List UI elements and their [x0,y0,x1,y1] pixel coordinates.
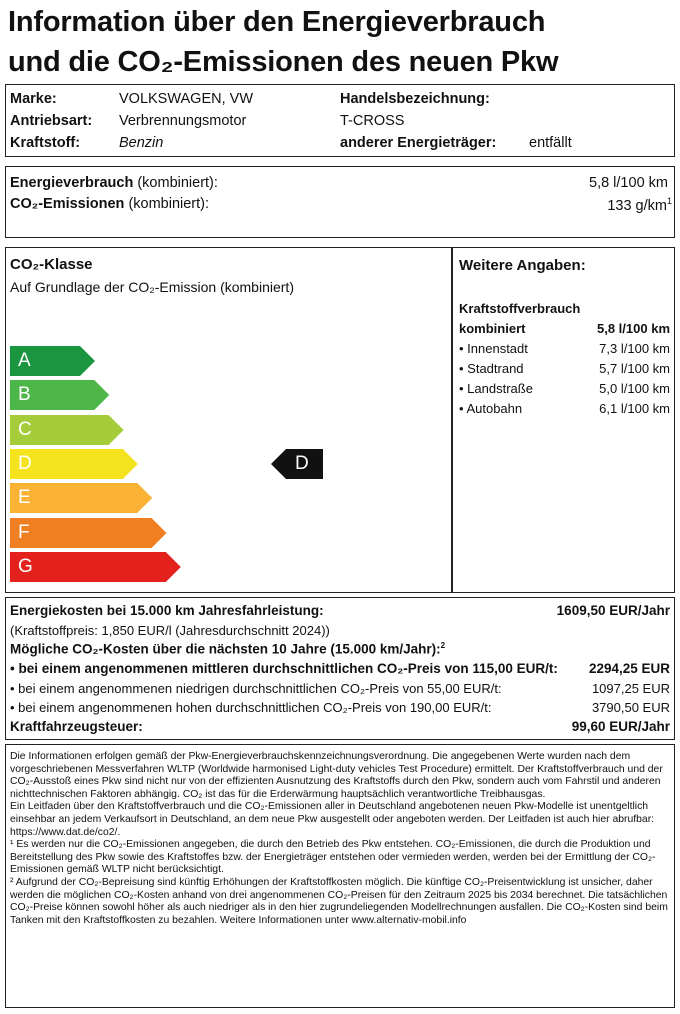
fuel-consumption-heading: Kraftstoffverbrauch [459,301,581,316]
handel-value: T-CROSS [340,113,405,129]
co2-class-bar-b [10,380,109,410]
co2-class-letter: G [18,555,33,577]
co2-class-letter: B [18,384,31,406]
co2-emissions-label: CO₂-Emissionen (kombiniert): [10,196,210,212]
fuel-price: (Kraftstoffpreis: 1,850 EUR/l (Jahresdurchschnitt 2024)) [10,623,330,638]
co2-class-letter: D [18,452,32,474]
energietraeger-label: anderer Energieträger: [340,135,497,151]
energy-costs-label: Energiekosten bei 15.000 km Jahresfahrleistung: [10,603,324,618]
co2-class-heading: CO₂-Klasse [10,256,93,273]
co2-class-bar-e [10,483,152,513]
consumption-item-value: 7,3 l/100 km [599,341,670,356]
note-paragraph-4: ² Aufgrund der CO₂-Bepreisung sind künftig Erhöhungen der Kraftstoffkosten möglich. Die künftige CO₂-Preisentwicklung ist unsicher, daher werden die möglichen CO₂-Kosten anhand von drei angenommenen CO₂-Preisen für den Zeitraum 2025 bis 2034 berechnet. Die tatsächlichen CO₂-Preise können sowohl höher als auch niedriger als in den hier zugrundeliegenden Modellrechnungen ausfallen. Die CO₂-Kosten sind beim Tanken mit den Kraftstoffkosten zu bezahlen. Weitere Informationen unter www.alternativ-mobil.info [10,876,668,926]
consumption-item-label: • Landstraße [459,381,533,396]
consumption-item-label: • Autobahn [459,401,523,416]
current-class-letter: D [295,452,309,474]
antrieb-value: Verbrennungsmotor [119,113,247,129]
co2-class-bar-a [10,346,95,376]
co2-cost-high-value: 3790,50 EUR [591,700,670,715]
antrieb-label: Antriebsart: [10,113,93,129]
co2-cost-high-label: • bei einem angenommenen hohen durchschnittlichen CO₂-Preis von 190,00 EUR/t: [10,700,492,715]
title-line-1: Information über den Energieverbrauch [8,6,546,38]
note-paragraph-3: ¹ Es werden nur die CO₂-Emissionen angegeben, die durch den Betrieb des Pkw entstehen. CO₂-Emissionen, die durch die Produktion und Bereitstellung des Pkw sowie des Kraftstoffes bzw. der Energieträger entstehen oder vermieden werden, werden bei der Ermittlung der CO₂-Emissionen gemäß WLTP nicht berücksichtigt. [10,839,656,876]
kraftstoff-label: Kraftstoff: [10,135,81,151]
page-title [8,2,672,82]
footnotes [10,751,670,927]
vehicle-tax-label: Kraftfahrzeugsteuer: [10,719,143,734]
energietraeger-value: entfällt [529,135,572,151]
handel-label: Handelsbezeichnung: [340,91,490,107]
co2-cost-mid-label: • bei einem angenommenen mittleren durchschnittlichen CO₂-Preis von 115,00 EUR/t: [10,661,558,676]
consumption-item-label: • Stadtrand [459,361,524,376]
co2-costs-label: Mögliche CO₂-Kosten über die nächsten 10 Jahre (15.000 km/Jahr):$^2$ [10,641,446,657]
consumption-item-label: • Innenstadt [459,341,528,356]
energy-costs-value: 1609,50 EUR/Jahr [556,603,670,618]
co2-cost-low-value: 1097,25 EUR [591,681,670,696]
co2-class-bar-f [10,518,167,548]
more-info-box [452,247,675,593]
kombiniert-value: 5,8 l/100 km [597,321,670,336]
co2-class-letter: E [18,487,31,509]
energy-consumption-value: 5,8 l/100 km [589,175,668,191]
consumption-item-value: 5,7 l/100 km [599,361,670,376]
co2-class-letter: C [18,418,32,440]
co2-class-letter: F [18,521,30,543]
co2-emissions-value: 133 $g/km^1$ [607,196,672,214]
marke-label: Marke: [10,91,57,107]
marke-value: VOLKSWAGEN, VW [119,91,254,107]
co2-cost-mid-value: 2294,25 EUR [588,661,670,676]
co2-class-letter: A [18,350,31,371]
note-paragraph-1: Die Informationen erfolgen gemäß der Pkw-Energieverbrauchskennzeichnungsverordnung. Die angegebenen Werte wurden nach dem vorgeschriebenen Messverfahren WLTP (Worldwide harmonised Light-duty vehicles Test Procedure) ermittelt. Der Kraftstoffverbrauch und der CO₂-Ausstoß eines Pkw sind nicht nur von der effizienten Ausnutzung des Kraftstoffs durch den Pkw, sondern auch vom Fahrstil und anderen nichttechnischen Faktoren abhängig. CO₂ ist das für die Erderwärmung hauptsächlich verantwortliche Treibhausgas. [10,751,663,800]
current-class-indicator [271,449,323,479]
vehicle-tax-value: 99,60 EUR/Jahr [571,719,670,734]
kombiniert-label: kombiniert [459,321,526,336]
co2-class-bar-c [10,415,124,445]
co2-cost-low-label: • bei einem angenommenen niedrigen durchschnittlichen CO₂-Preis von 55,00 EUR/t: [10,681,502,696]
consumption-item-value: 6,1 l/100 km [599,401,670,416]
energy-consumption-label: Energieverbrauch (kombiniert): [10,175,218,191]
title-line-2: und die CO₂-Emissionen des neuen Pkw [8,46,559,78]
co2-class-subheading: Auf Grundlage der CO₂-Emission (kombiniert) [10,279,294,295]
more-info-heading: Weitere Angaben: [459,257,586,274]
kraftstoff-value: Benzin [119,135,164,151]
note-paragraph-2: Ein Leitfaden über den Kraftstoffverbrauch und die CO₂-Emissionen aller in Deutschland angebotenen neuen Pkw-Modelle ist unentgeltlich einsehbar an jedem Verkaufsort in Deutschland, an dem neue Pkw ausgestellt oder angeboten werden. Der Leitfaden ist auch hier abrufbar: https://www.dat.de/co2/. [10,801,655,838]
co2-class-bar-g [10,552,181,582]
co2-class-bar-d [10,449,138,479]
consumption-item-value: 5,0 l/100 km [599,381,670,396]
